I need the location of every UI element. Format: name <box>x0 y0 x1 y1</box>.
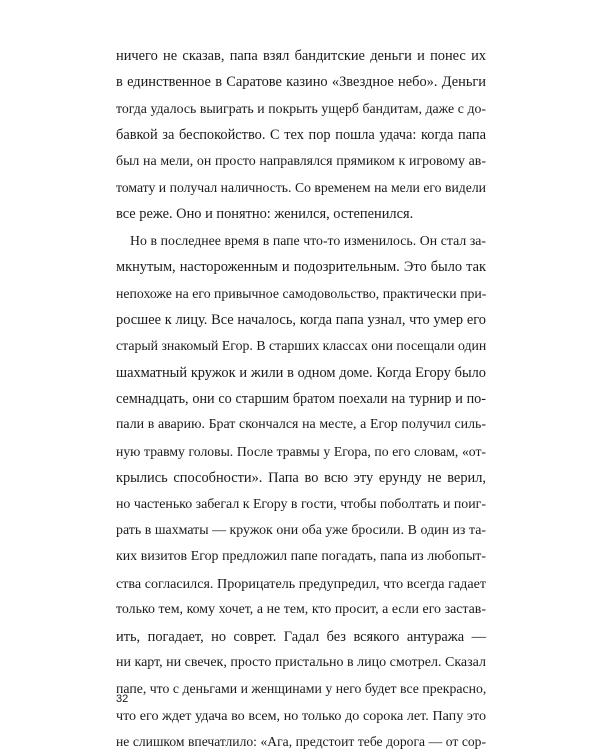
text-line: бавкой за беспокойство. С тех пор пошла удача: когда папа <box>116 127 486 144</box>
paragraph <box>116 43 486 228</box>
text-line: в единственное в Саратове казино «Звездное небо». Деньги <box>116 74 486 91</box>
paragraph <box>116 228 486 756</box>
text-line: тогда удалось выиграть и покрыть ущерб бандитам, даже с до- <box>116 100 486 116</box>
text-line: ства согласился. Прорицатель предупредил, что всегда гадает <box>116 575 486 592</box>
text-line: мкнутым, настороженным и подозрительным. Это было так <box>116 259 486 276</box>
text-line: был на мели, он просто направлялся прямиком к игровому ав- <box>116 153 486 169</box>
text-line: не слишком впечатлило: «Ага, предстоит тебе дорога — от сор- <box>116 734 486 750</box>
text-line: все реже. Оно и понятно: женился, остепенился. <box>116 206 414 223</box>
page-number: 32 <box>116 693 129 705</box>
text-line: семнадцать, они со старшим братом поехали на турнир и по- <box>116 391 486 408</box>
text-line: непохоже на его привычное самодовольство, практически при- <box>116 285 487 301</box>
text-line: крылись способности». Папа во всю эту ерунду не верил, <box>116 470 486 487</box>
text-line: ить, погадает, но соврет. Гадал без всякого антуража — <box>116 628 486 645</box>
text-line: но частенько забегал к Егору в гости, чтобы поболтать и поиг- <box>116 496 486 512</box>
text-line: рать в шахматы — кружок они оба уже бросили. В один из та- <box>116 523 486 539</box>
text-line: что его ждет удача во всем, но только до сорока лет. Папу это <box>116 707 486 724</box>
text-line: ничего не сказав, папа взял бандитские деньги и понес их <box>116 48 486 64</box>
text-line: ни карт, ни свечек, просто пристально в лицо смотрел. Сказал <box>116 654 486 670</box>
text-line: Но в последнее время в папе что-то изменилось. Он стал за- <box>130 232 486 248</box>
text-line: ную травму головы. После травмы у Егора, по его словам, «от- <box>116 443 486 459</box>
text-line: ких визитов Егор предложил папе погадать, папа из любопыт- <box>116 549 486 565</box>
body-text <box>116 43 486 756</box>
text-line: пали в аварию. Брат скончался на месте, а Егор получил силь- <box>116 417 486 433</box>
text-line: только тем, кому хочет, а не тем, кто просит, а если его застав- <box>116 602 486 618</box>
text-line: старый знакомый Егор. В старших классах они посещали один <box>116 338 487 354</box>
text-line: папе, что с деньгами и женщинами у него будет все прекрасно, <box>116 681 487 697</box>
text-line: шахматный кружок и жили в одном доме. Когда Егору было <box>116 364 486 381</box>
text-line: томату и получал наличность. Со временем на мели его видели <box>116 179 486 195</box>
text-line: росшее к лицу. Все началось, когда папа узнал, что умер его <box>116 311 486 328</box>
